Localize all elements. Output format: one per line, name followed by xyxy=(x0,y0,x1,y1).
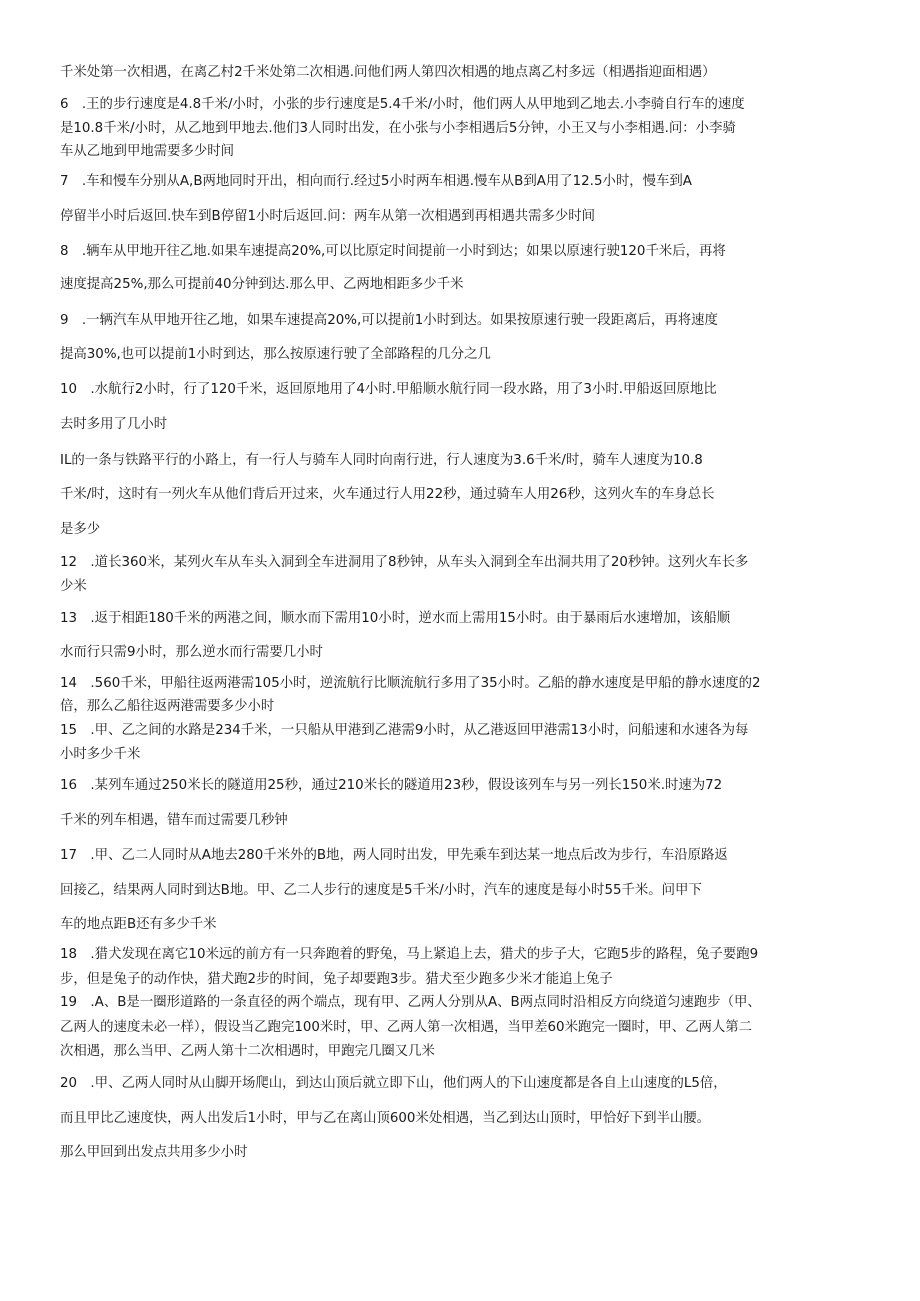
text-line: 步，但是兔子的动作快，猎犬跑2步的时间，兔子却要跑3步。猎犬至少跑多少米才能追上兔子 xyxy=(60,972,613,987)
text-line: 车的地点距B还有多少千米 xyxy=(60,917,217,932)
text-line: 千米/时，这时有一列火车从他们背后开过来，火车通过行人用22秒，通过骑车人用26秒，这列火车的车身总长 xyxy=(60,487,715,502)
text-line: 15 .甲、乙之间的水路是234千米，一只船从甲港到乙港需9小时，从乙港返回甲港需13小时，问船速和水速各为每 xyxy=(60,723,749,738)
text-line: 6 .王的步行速度是4.8千米/小时，小张的步行速度是5.4千米/小时，他们两人从甲地到乙地去.小李骑自行车的速度 xyxy=(60,97,745,112)
text-line: 12 .道长360米，某列火车从车头入洞到全车进洞用了8秒钟，从车头入洞到全车出洞共用了20秒钟。这列火车长多 xyxy=(60,555,749,570)
text-line: 去时多用了几小时 xyxy=(60,417,168,432)
text-line: 17 .甲、乙二人同时从A地去280千米外的B地，两人同时出发，甲先乘车到达某一地点后改为步行，车沿原路返 xyxy=(60,848,728,863)
text-line: IL的一条与铁路平行的小路上，有一行人与骑车人同时向南行进，行人速度为3.6千米/时，骑车人速度为10.8 xyxy=(60,453,703,468)
text-line: 千米的列车相遇，错车而过需要几秒钟 xyxy=(60,813,288,828)
text-line: 小时多少千米 xyxy=(60,747,141,762)
text-line: 8 .辆车从甲地开往乙地.如果车速提高20%,可以比原定时间提前一小时到达；如果以原速行驶120千米后，再将 xyxy=(60,244,726,259)
text-line: 9 .一辆汽车从甲地开往乙地，如果车速提高20%,可以提前1小时到达。如果按原速行驶一段距离后，再将速度 xyxy=(60,313,718,328)
text-line: 提高30%,也可以提前1小时到达，那么按原速行驶了全部路程的几分之几 xyxy=(60,347,491,362)
text-line: 18 .猎犬发现在离它10米远的前方有一只奔跑着的野兔，马上紧追上去，猎犬的步子大，它跑5步的路程，兔子要跑9 xyxy=(60,947,759,962)
text-line: 水而行只需9小时，那么逆水而行需要几小时 xyxy=(60,645,323,660)
text-line: 是10.8千米/小时，从乙地到甲地去.他们3人同时出发，在小张与小李相遇后5分钟，小王又与小李相遇.问：小李骑 xyxy=(60,121,736,136)
text-line: 那么甲回到出发点共用多少小时 xyxy=(60,1145,248,1160)
text-line: 而且甲比乙速度快，两人出发后1小时，甲与乙在离山顶600米处相遇，当乙到达山顶时，甲恰好下到半山腰。 xyxy=(60,1111,711,1126)
text-line: 千米处第一次相遇，在离乙村2千米处第二次相遇.问他们两人第四次相遇的地点离乙村多远（相遇指迎面相遇） xyxy=(60,65,716,80)
text-line: 乙两人的速度未必一样），假设当乙跑完100米时，甲、乙两人第一次相遇，当甲差60米跑完一圈时，甲、乙两人第二 xyxy=(60,1020,753,1035)
text-line: 次相遇，那么当甲、乙两人第十二次相遇时，甲跑完几圈又几米 xyxy=(60,1044,435,1059)
text-line: 13 .返于相距180千米的两港之间，顺水而下需用10小时，逆水而上需用15小时。由于暴雨后水速增加，该船顺 xyxy=(60,611,731,626)
text-line: 是多少 xyxy=(60,522,101,537)
text-line: 7 .车和慢车分别从A,B两地同时开出，相向而行.经过5小时两车相遇.慢车从B到A用了12.5小时，慢车到A xyxy=(60,174,692,189)
text-line: 倍，那么乙船往返两港需要多少小时 xyxy=(60,699,275,714)
text-line: 10 .水航行2小时，行了120千米，返回原地用了4小时.甲船顺水航行同一段水路，用了3小时.甲船返回原地比 xyxy=(60,382,717,397)
text-line: 16 .某列车通过250米长的隧道用25秒，通过210米长的隧道用23秒，假设该列车与另一列长150米.时速为72 xyxy=(60,778,723,793)
text-line: 回接乙，结果两人同时到达B地。甲、乙二人步行的速度是5千米/小时，汽车的速度是每小时55千米。问甲下 xyxy=(60,883,702,898)
text-line: 19 .A、B是一圈形道路的一条直径的两个端点，现有甲、乙两人分别从A、B两点同时沿相反方向绕道匀速跑步（甲、 xyxy=(60,995,761,1010)
text-line: 速度提高25%,那么可提前40分钟到达.那么甲、乙两地相距多少千米 xyxy=(60,277,464,292)
text-line: 14 .560千米，甲船往返两港需105小时，逆流航行比顺流航行多用了35小时。乙船的静水速度是甲船的静水速度的2 xyxy=(60,676,761,691)
text-line: 停留半小时后返回.快车到B停留1小时后返回.问：两车从第一次相遇到再相遇共需多少时间 xyxy=(60,209,596,224)
text-line: 少米 xyxy=(60,579,87,594)
text-line: 20 .甲、乙两人同时从山脚开场爬山，到达山顶后就立即下山，他们两人的下山速度都是各自上山速度的L5倍， xyxy=(60,1076,727,1091)
text-line: 车从乙地到甲地需要多少时间 xyxy=(60,144,235,159)
